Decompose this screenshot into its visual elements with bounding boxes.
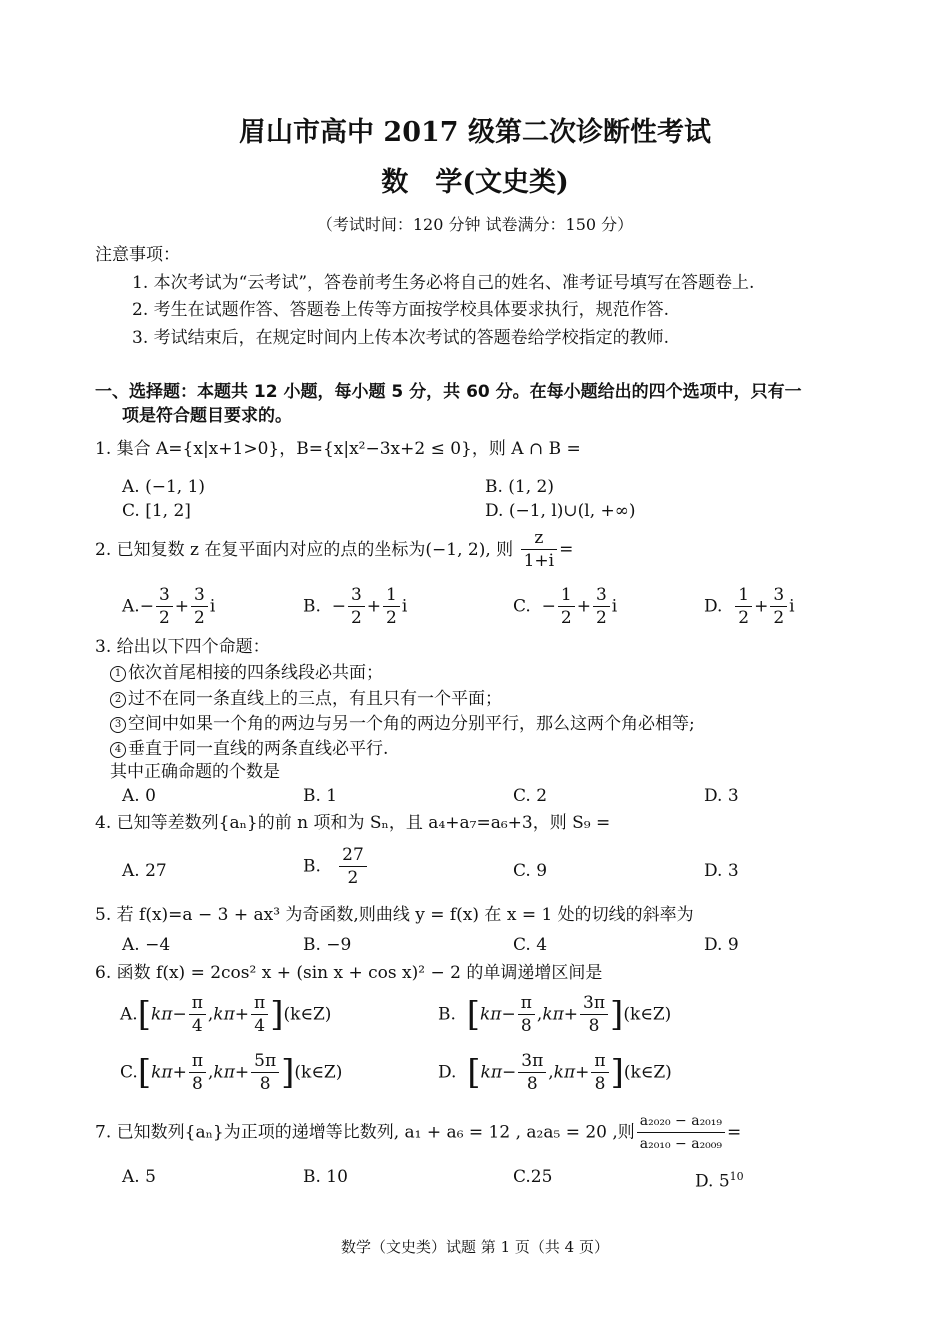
fraction <box>156 584 173 629</box>
fraction-denominator: 8 <box>191 1074 203 1094</box>
fraction-numerator: 27 <box>339 844 367 867</box>
option-label: C. <box>120 1062 138 1083</box>
fraction <box>770 584 787 629</box>
option-label: C. <box>513 596 531 617</box>
question-1-option-d: D. (−1, l)∪(l, +∞) <box>485 501 636 521</box>
option-label: B. <box>438 1004 456 1025</box>
exam-info: （考试时间：120 分钟 试卷满分：150 分） <box>316 215 634 234</box>
equals-sign: = <box>727 1122 742 1143</box>
plus-sign: + <box>366 596 382 617</box>
question-3-option-c: C. 2 <box>513 786 548 806</box>
k-pi: kπ <box>479 1004 502 1025</box>
fraction-denominator: 4 <box>191 1016 203 1036</box>
option-label: D. <box>438 1062 457 1083</box>
question-3-option-d: D. 3 <box>704 786 739 806</box>
fraction-numerator: z <box>521 527 558 550</box>
operator: − <box>501 1004 516 1025</box>
fraction-numerator: π <box>189 1050 206 1073</box>
question-7-fraction <box>637 1110 725 1155</box>
fraction-numerator: 3 <box>348 584 365 607</box>
exam-title: 眉山市高中 2017 级第二次诊断性考试 <box>239 117 711 148</box>
plus-sign: + <box>174 596 190 617</box>
fraction <box>251 992 268 1037</box>
fraction-numerator: 1 <box>383 584 400 607</box>
fraction-denominator: 2 <box>350 608 362 628</box>
question-5-stem: 5. 若 f(x)=a − 3 + ax³ 为奇函数,则曲线 y = f(x) 在 x = 1 处的切线的斜率为 <box>95 905 694 925</box>
circled-number: 2 <box>110 692 126 708</box>
fraction <box>339 844 367 889</box>
fraction-denominator: 2 <box>595 608 607 628</box>
question-5-option-a: A. −4 <box>122 935 171 955</box>
operator: + <box>234 1062 250 1083</box>
proposition-text: 过不在同一条直线上的三点，有且只有一个平面； <box>128 689 502 709</box>
question-2-stem: 2. 已知复数 z 在复平面内对应的点的坐标为(−1, 2), 则 <box>95 539 514 560</box>
fraction-numerator: π <box>591 1050 608 1073</box>
k-pi: kπ <box>150 1004 173 1025</box>
fraction <box>591 1050 608 1095</box>
option-exponent: 10 <box>729 1170 744 1183</box>
right-bracket: ] <box>610 1052 624 1093</box>
question-1-stem: 1. 集合 A={x|x+1>0}，B={x|x²−3x+2 ≤ 0}，则 A ∩ B = <box>95 439 581 459</box>
fraction-denominator: 8 <box>588 1016 600 1036</box>
question-6-option-b: B. [kπ− $\frac{\pi}{8}$ ,kπ+ $\frac{3\pi}{8}$ ](k∈Z) <box>438 993 672 1036</box>
question-3-option-b: B. 1 <box>303 786 338 806</box>
option-label: B. <box>303 856 321 877</box>
fraction-denominator: a₂₀₁₀ − a₂₀₀₉ <box>639 1136 723 1152</box>
left-bracket: [ <box>137 1052 152 1093</box>
question-4-option-d: D. 3 <box>704 861 739 881</box>
k-in-z: (k∈Z) <box>623 1004 672 1025</box>
question-7-option-a: A. 5 <box>122 1167 156 1187</box>
fraction-numerator: π <box>251 992 268 1015</box>
page-footer: 数学（文史类）试题 第 1 页（共 4 页） <box>341 1238 609 1256</box>
operator: − <box>502 1062 517 1083</box>
left-bracket: [ <box>467 1052 481 1093</box>
right-bracket: ] <box>281 1052 295 1093</box>
fraction-denominator: 4 <box>254 1016 266 1036</box>
fraction-numerator: 1 <box>558 584 575 607</box>
fraction-denominator: 8 <box>594 1074 606 1094</box>
k-pi: kπ <box>151 1062 173 1083</box>
sign: − <box>541 596 556 617</box>
notice-heading: 注意事项： <box>95 245 180 265</box>
fraction <box>735 584 752 629</box>
fraction-numerator: 3 <box>156 584 173 607</box>
question-1-option-c: C. [1, 2] <box>122 501 191 521</box>
fraction-numerator: 3π <box>580 992 608 1015</box>
proposition-1 <box>110 662 383 684</box>
question-7-option-b: B. 10 <box>303 1167 348 1187</box>
question-6-option-a: A.[kπ− $\frac{\pi}{4}$ ,kπ+ $\frac{\pi}{4}$ ](k∈Z) <box>120 993 332 1036</box>
section-heading-line-2: 项是符合题目要求的。 <box>122 406 292 426</box>
fraction <box>580 992 608 1037</box>
imaginary-unit: i <box>611 596 618 617</box>
notice-item-1: 1. 本次考试为“云考试”，答卷前考生务必将自己的姓名、准考证号填写在答题卷上. <box>132 273 755 293</box>
fraction-numerator: 3 <box>593 584 610 607</box>
imaginary-unit: i <box>401 596 408 617</box>
fraction-denominator: 2 <box>738 608 750 628</box>
fraction-denominator: 1+i <box>523 551 555 571</box>
option-base: D. 5 <box>695 1171 730 1192</box>
question-2-fraction <box>521 527 558 572</box>
question-3-option-a: A. 0 <box>122 786 156 806</box>
fraction-denominator: 2 <box>158 608 170 628</box>
circled-number: 3 <box>110 717 126 733</box>
fraction-numerator: a₂₀₂₀ − a₂₀₁₉ <box>637 1110 725 1133</box>
imaginary-unit: i <box>209 596 216 617</box>
question-3-stem: 3. 给出以下四个命题： <box>95 637 270 657</box>
fraction-denominator: 2 <box>194 608 205 628</box>
fraction-numerator: 3 <box>770 584 787 607</box>
k-pi: kπ <box>213 1004 235 1025</box>
question-7-option-c: C.25 <box>513 1167 553 1187</box>
left-bracket: [ <box>466 994 480 1035</box>
question-1-option-b: B. (1, 2) <box>485 477 555 497</box>
question-4-option-b <box>303 844 369 889</box>
equals-sign: = <box>559 539 574 560</box>
question-2-option-b <box>303 584 407 629</box>
question-7-line <box>95 1110 741 1155</box>
notice-item-3: 3. 考试结束后，在规定时间内上传本次考试的答题卷给学校指定的教师. <box>132 328 670 348</box>
question-6-option-c: C.[kπ+ $\frac{\pi}{8}$ ,kπ+ $\frac{5\pi}{8}$ ](k∈Z) <box>120 1051 343 1094</box>
fraction <box>189 1050 206 1095</box>
fraction-denominator: 8 <box>526 1074 538 1094</box>
question-6-stem: 6. 函数 f(x) = 2cos² x + (sin x + cos x)² − 2 的单调递增区间是 <box>95 963 603 983</box>
question-7-option-d <box>695 1166 744 1193</box>
fraction <box>558 584 575 629</box>
option-label: B. <box>303 596 321 617</box>
question-4-option-c: C. 9 <box>513 861 548 881</box>
question-2-option-c <box>513 584 617 629</box>
proposition-text: 空间中如果一个角的两边与另一个角的两边分别平行，那么这两个角必相等; <box>128 714 695 734</box>
question-5-option-b: B. −9 <box>303 935 352 955</box>
operator: + <box>172 1062 187 1083</box>
k-pi: kπ <box>542 1004 564 1025</box>
k-pi: kπ <box>480 1062 502 1083</box>
question-2-option-d <box>704 584 795 629</box>
k-in-z: (k∈Z) <box>294 1062 343 1083</box>
fraction <box>518 1050 546 1095</box>
fraction-numerator: 3π <box>518 1050 546 1073</box>
fraction <box>518 992 535 1037</box>
fraction-denominator: 2 <box>773 608 785 628</box>
proposition-text: 依次首尾相接的四条线段必共面； <box>128 663 383 683</box>
fraction-numerator: 1 <box>735 584 752 607</box>
circled-number: 4 <box>110 742 126 758</box>
fraction <box>191 584 208 629</box>
question-1-option-a: A. (−1, 1) <box>122 477 206 497</box>
right-bracket: ] <box>270 994 284 1035</box>
question-4-option-a: A. 27 <box>122 861 167 881</box>
proposition-3 <box>110 713 695 735</box>
option-label: A. <box>120 1004 138 1025</box>
fraction-numerator: 3 <box>191 584 208 607</box>
circled-number: 1 <box>110 666 126 682</box>
operator: + <box>575 1062 590 1083</box>
k-pi: kπ <box>213 1062 235 1083</box>
fraction <box>189 992 206 1037</box>
question-4-stem: 4. 已知等差数列{aₙ}的前 n 项和为 Sₙ，且 a₄+a₇=a₆+3，则 S₉ = <box>95 813 611 833</box>
right-bracket: ] <box>610 994 624 1035</box>
option-label: A. <box>122 596 140 617</box>
fraction-denominator: 2 <box>347 868 359 888</box>
fraction <box>593 584 610 629</box>
fraction <box>348 584 365 629</box>
question-2-line <box>95 527 573 572</box>
question-5-option-d: D. 9 <box>704 935 739 955</box>
imaginary-unit: i <box>789 596 795 617</box>
operator: − <box>172 1004 187 1025</box>
fraction <box>383 584 400 629</box>
exam-subject: 数 学(文史类) <box>381 167 569 198</box>
plus-sign: + <box>576 596 591 617</box>
option-label: D. <box>704 596 723 617</box>
k-pi: kπ <box>553 1062 576 1083</box>
fraction <box>251 1050 279 1095</box>
sign: − <box>331 596 346 617</box>
sign: − <box>139 596 154 617</box>
question-3-question: 其中正确命题的个数是 <box>110 762 280 782</box>
proposition-2 <box>110 688 502 710</box>
fraction-numerator: π <box>518 992 535 1015</box>
k-in-z: (k∈Z) <box>623 1062 672 1083</box>
fraction-numerator: 5π <box>251 1050 279 1073</box>
plus-sign: + <box>754 596 769 617</box>
question-2-option-a <box>122 584 215 629</box>
section-heading-line-1: 一、选择题：本题共 12 小题，每小题 5 分，共 60 分。在每小题给出的四个选项中，只有一 <box>95 382 802 402</box>
question-7-stem: 7. 已知数列{aₙ}为正项的递增等比数列, a₁ + a₆ = 12 , a₂a₅ = 20 ,则 <box>95 1122 635 1143</box>
fraction-denominator: 8 <box>259 1074 271 1094</box>
fraction-denominator: 2 <box>560 608 572 628</box>
fraction-denominator: 2 <box>386 608 397 628</box>
fraction-numerator: π <box>189 992 206 1015</box>
proposition-text: 垂直于同一直线的两条直线必平行. <box>128 739 389 759</box>
notice-item-2: 2. 考生在试题作答、答题卷上传等方面按学校具体要求执行，规范作答. <box>132 300 670 320</box>
question-5-option-c: C. 4 <box>513 935 548 955</box>
operator: + <box>563 1004 579 1025</box>
proposition-4 <box>110 738 388 760</box>
fraction-denominator: 8 <box>520 1016 532 1036</box>
question-6-option-d: D. [kπ− $\frac{3\pi}{8}$ ,kπ+ $\frac{\pi}{8}$ ](k∈Z) <box>438 1051 672 1094</box>
k-in-z: (k∈Z) <box>283 1004 332 1025</box>
operator: + <box>234 1004 250 1025</box>
left-bracket: [ <box>137 994 151 1035</box>
